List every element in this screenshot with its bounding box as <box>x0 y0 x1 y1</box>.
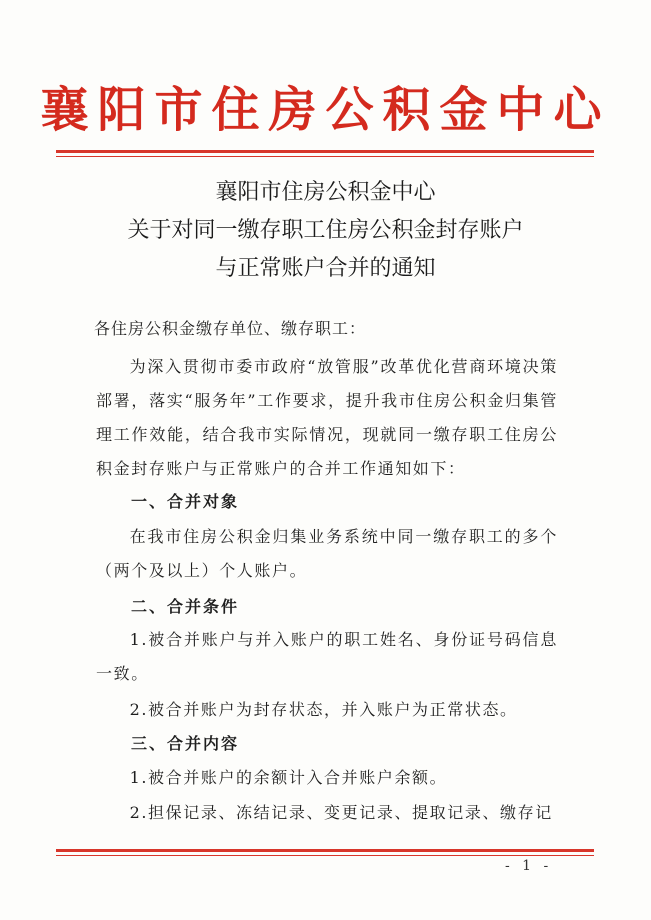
section-2-item-2: 2.被合并账户为封存状态，并入账户为正常状态。 <box>129 700 518 719</box>
section-3-item-2: 2.担保记录、冻结记录、变更记录、提取记录、缴存记 <box>129 803 553 822</box>
letterhead-org-name: 襄阳市住房公积金中心 <box>40 82 611 138</box>
section-1-text: 在我市住房公积金归集业务系统中同一缴存职工的多个（两个及以上）个人账户。 <box>96 527 558 580</box>
section-3-heading: 三、合并内容 <box>131 734 240 753</box>
salutation: 各住房公积金缴存单位、缴存职工： <box>94 319 367 338</box>
page-number: - 1 - <box>505 858 553 874</box>
letterhead-rule-thin <box>56 156 594 157</box>
title-line-1: 襄阳市住房公积金中心 <box>215 180 436 205</box>
section-2-item-1: 1.被合并账户与并入账户的职工姓名、身份证号码信息一致。 <box>96 630 558 683</box>
footer-rule-thick <box>56 849 594 852</box>
section-3-item-1: 1.被合并账户的余额计入合并账户余额。 <box>129 768 448 787</box>
title-line-2: 关于对同一缴存职工住房公积金封存账户 <box>127 218 524 243</box>
title-line-3: 与正常账户合并的通知 <box>215 256 436 281</box>
section-2-heading: 二、合并条件 <box>131 597 240 616</box>
section-1-heading: 一、合并对象 <box>131 492 240 511</box>
letterhead-rule-thick <box>56 150 594 153</box>
intro-paragraph: 为深入贯彻市委市政府“放管服”改革优化营商环境决策部署，落实“服务年”工作要求，提升我市住房公积金归集管理工作效能，结合我市实际情况，现就同一缴存职工住房公积金封存账户与正常账户的合并工作通知如下： <box>96 357 558 478</box>
footer-rule-thin <box>56 855 594 856</box>
document-title <box>0 174 651 288</box>
